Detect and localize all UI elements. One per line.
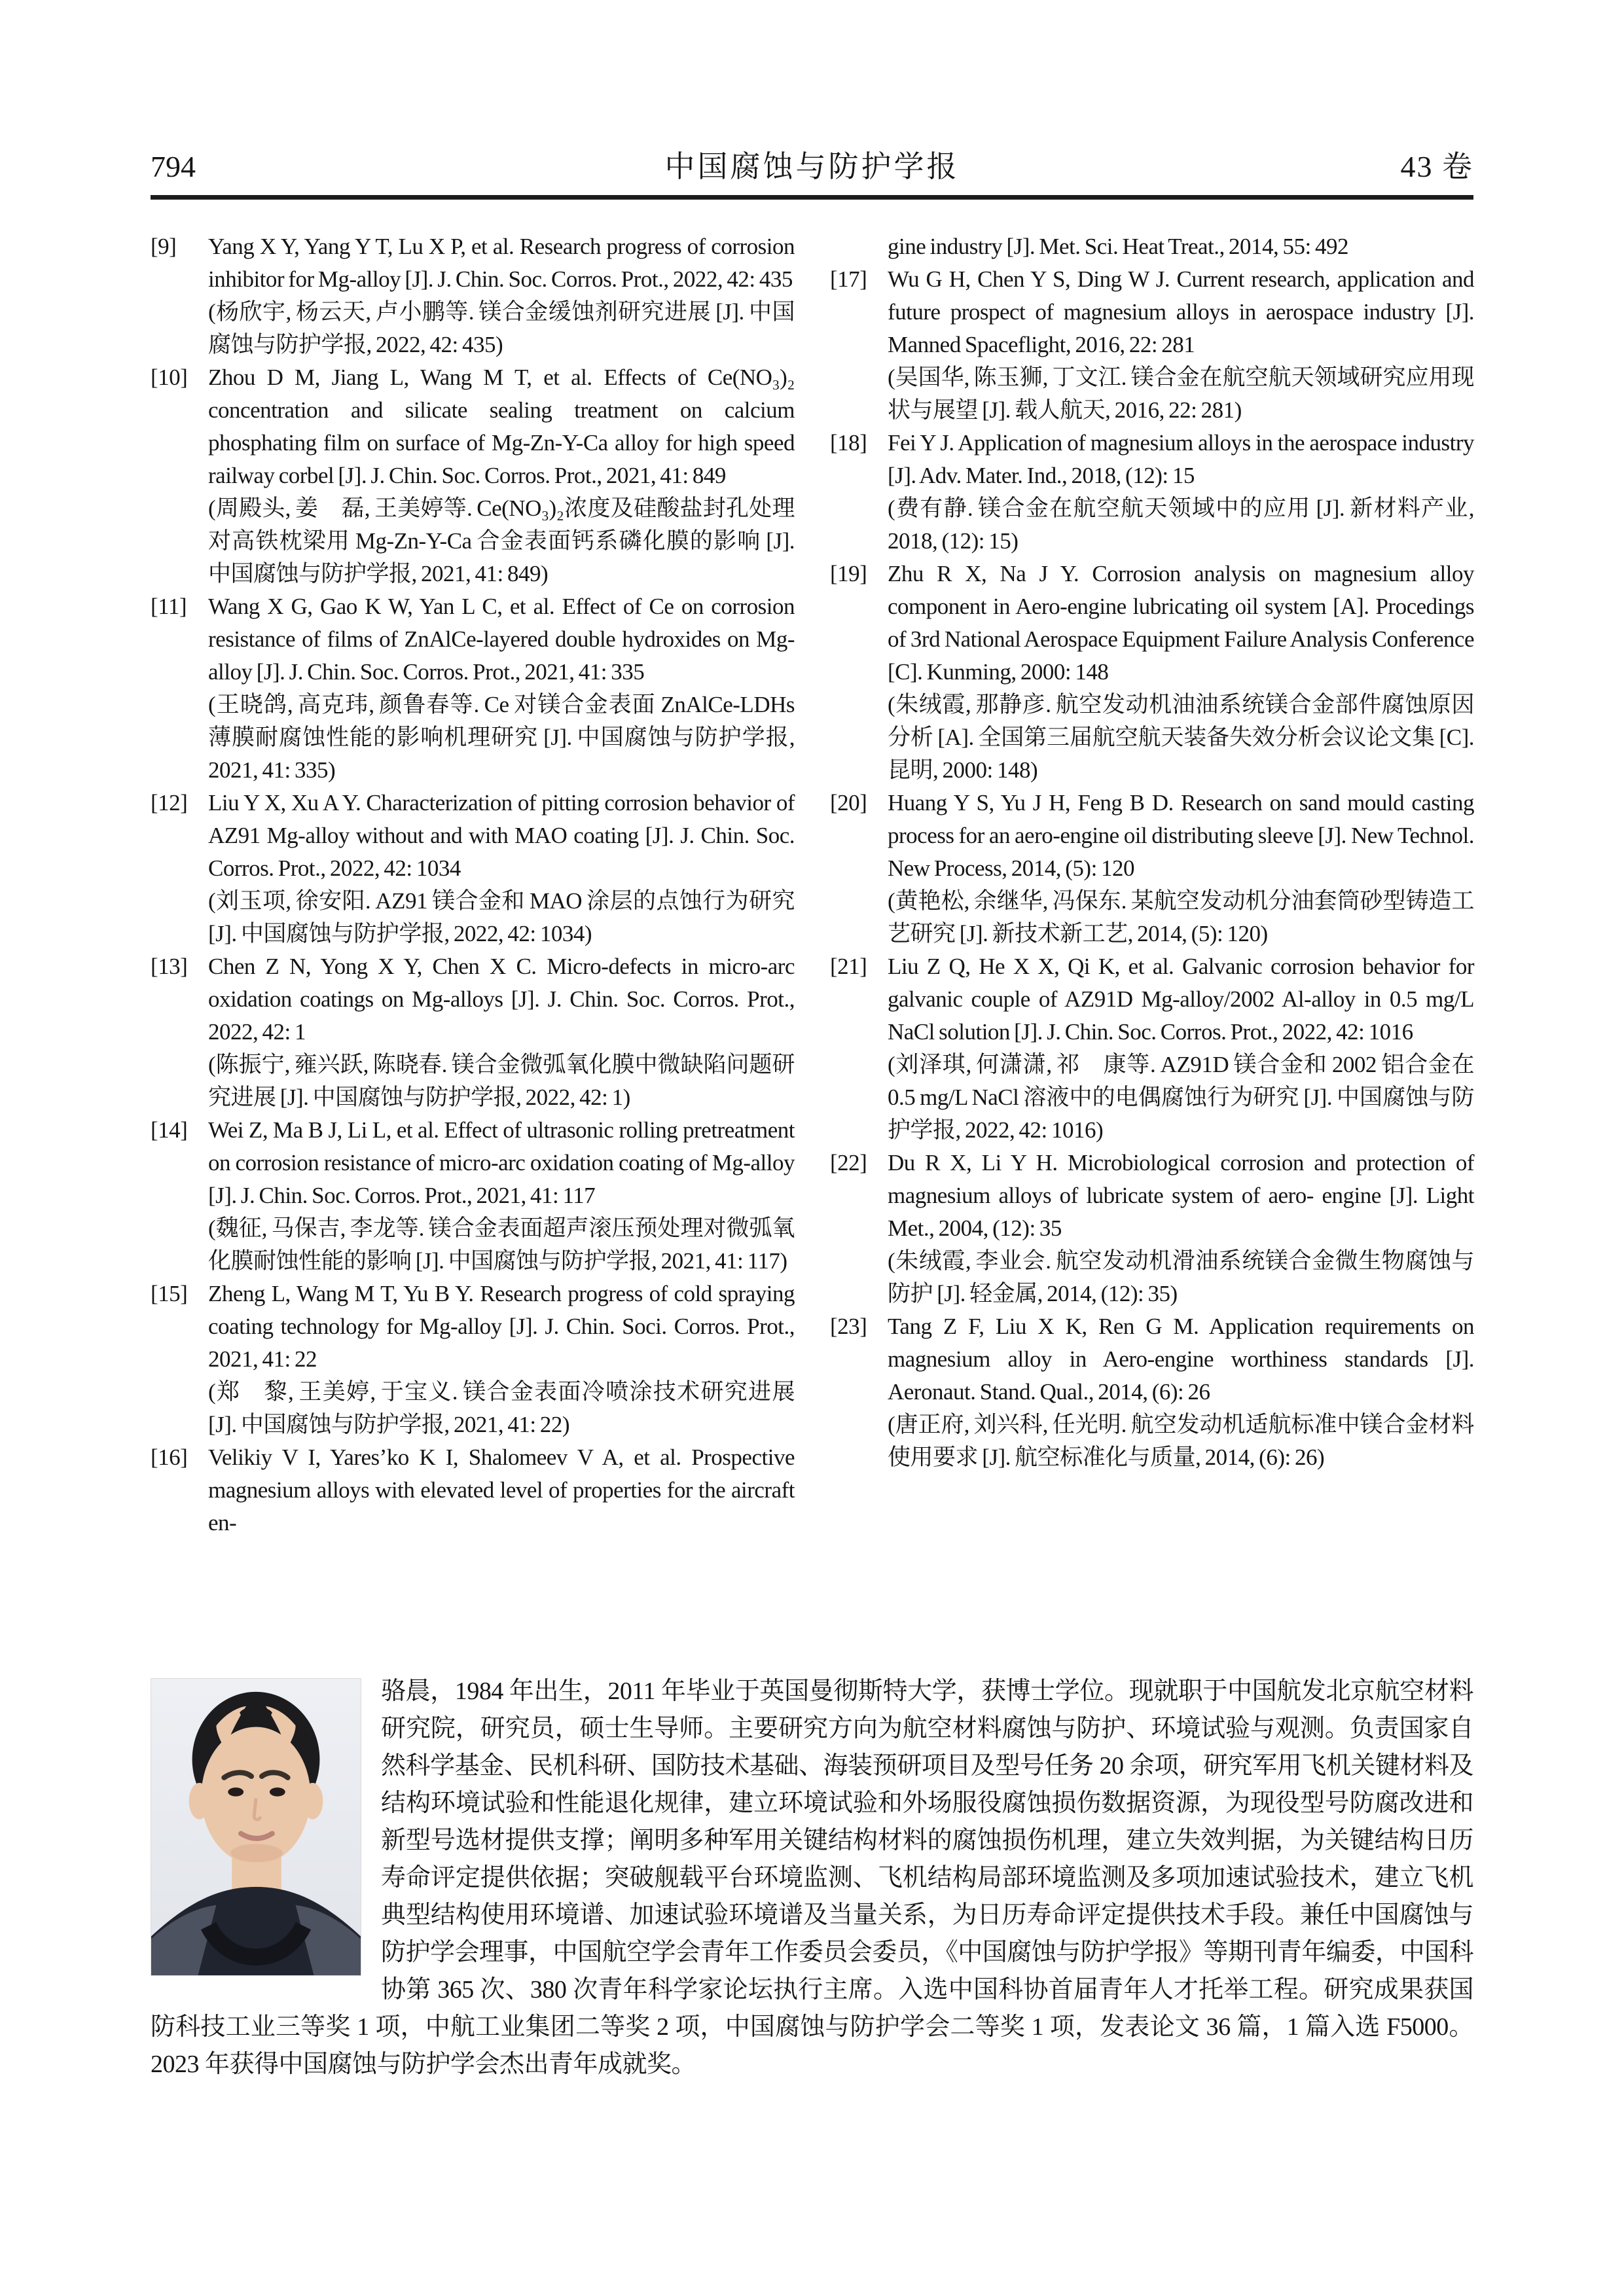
reference-item xyxy=(151,1278,795,1441)
references-column-left xyxy=(151,230,795,1539)
reference-citation-en: Velikiy V I, Yares’ko K I, Shalomeev V A, et al. Prospective magnesium alloys with elevated level of properties for the aircraft en- xyxy=(208,1444,795,1535)
reference-citation-cn: (王晓鸽, 高克玮, 颜鲁春等. Ce 对镁合金表面 ZnAlCe-LDHs 薄膜耐腐蚀性能的影响机理研究 [J]. 中国腐蚀与防护学报, 2021, 41: 335) xyxy=(208,692,795,783)
reference-citation-cn: (周殿头, 姜 磊, 王美婷等. Ce(NO₃)₂浓度及硅酸盐封孔处理对高铁枕梁用 Mg-Zn-Y-Ca 合金表面钙系磷化膜的影响 [J]. 中国腐蚀与防护学报, 2021, 41: 849) xyxy=(208,495,795,586)
reference-citation-cn: (陈振宁, 雍兴跃, 陈晓春. 镁合金微弧氧化膜中微缺陷问题研究进展 [J]. 中国腐蚀与防护学报, 2022, 42: 1) xyxy=(208,1052,795,1110)
references-column-right xyxy=(830,230,1474,1474)
reference-number: [15] xyxy=(151,1281,188,1306)
author-photo xyxy=(151,1678,361,1976)
reference-citation-en: gine industry [J]. Met. Sci. Heat Treat., 2014, 55: 492 xyxy=(888,234,1349,259)
reference-citation-cn: (刘玉项, 徐安阳. AZ91 镁合金和 MAO 涂层的点蚀行为研究 [J]. 中国腐蚀与防护学报, 2022, 42: 1034) xyxy=(208,888,795,946)
reference-item xyxy=(151,590,795,787)
reference-citation-cn: (魏征, 马保吉, 李龙等. 镁合金表面超声滚压预处理对微弧氧化膜耐蚀性能的影响 [J]. 中国腐蚀与防护学报, 2021, 41: 117) xyxy=(208,1215,795,1274)
reference-citation-en: Zheng L, Wang M T, Yu B Y. Research progress of cold spraying coating technology for Mg-alloy [J]. J. Chin. Soci. Corros. Prot., 2021, 41: 22 xyxy=(208,1281,795,1372)
reference-citation-cn: (吴国华, 陈玉狮, 丁文江. 镁合金在航空航天领域研究应用现状与展望 [J]. 载人航天, 2016, 22: 281) xyxy=(888,365,1474,423)
page-number: 794 xyxy=(151,150,196,183)
chin-shadow xyxy=(230,1844,283,1862)
reference-number: [12] xyxy=(151,790,188,816)
reference-item xyxy=(830,230,1474,263)
reference-citation-en: Yang X Y, Yang Y T, Lu X P, et al. Research progress of corrosion inhibitor for Mg-alloy [J]. J. Chin. Soc. Corros. Prot., 2022, 42: 435 xyxy=(208,234,795,292)
reference-number: [14] xyxy=(151,1117,188,1143)
right-eye xyxy=(270,1787,285,1797)
reference-citation-cn: (费有静. 镁合金在航空航天领域中的应用 [J]. 新材料产业, 2018, (12): 15) xyxy=(888,495,1474,554)
reference-citation-cn: (唐正府, 刘兴科, 任光明. 航空发动机适航标准中镁合金材料使用要求 [J]. 航空标准化与质量, 2014, (6): 26) xyxy=(888,1412,1474,1470)
reference-number: [17] xyxy=(830,266,867,292)
reference-number: [20] xyxy=(830,790,867,816)
reference-item xyxy=(830,787,1474,950)
reference-citation-en: Wu G H, Chen Y S, Ding W J. Current research, application and future prospect of magnesium alloys in aerospace industry [J]. Manned Spaceflight, 2016, 22: 281 xyxy=(888,266,1474,357)
reference-item xyxy=(151,1114,795,1278)
reference-citation-cn: (黄艳松, 余继华, 冯保东. 某航空发动机分油套筒砂型铸造工艺研究 [J]. 新技术新工艺, 2014, (5): 120) xyxy=(888,888,1474,946)
page-header xyxy=(151,143,1473,186)
reference-citation-cn: (刘泽琪, 何潇潇, 祁 康等. AZ91D 镁合金和 2002 铝合金在 0.5 mg/L NaCl 溶液中的电偶腐蚀行为研究 [J]. 中国腐蚀与防护学报, 2022, 42: 1016) xyxy=(888,1052,1474,1143)
reference-item xyxy=(151,787,795,950)
reference-citation-en: Zhu R X, Na J Y. Corrosion analysis on magnesium alloy component in Aero-engine lubricating oil system [A]. Procedings of 3rd National Aerospace Equipment Failure Analysis Conference [C]. Kunming, 2000: 148 xyxy=(888,561,1474,685)
journal-title: 中国腐蚀与防护学报 xyxy=(664,150,960,183)
reference-number: [22] xyxy=(830,1150,867,1175)
reference-citation-en: Fei Y J. Application of magnesium alloys in the aerospace industry [J]. Adv. Mater. Ind., 2018, (12): 15 xyxy=(888,430,1474,488)
reference-number: [9] xyxy=(151,234,177,259)
reference-item xyxy=(830,950,1474,1147)
left-eye xyxy=(228,1787,244,1797)
reference-number: [18] xyxy=(830,430,867,456)
reference-citation-cn: (朱绒霞, 那静彦. 航空发动机油油系统镁合金部件腐蚀原因分析 [A]. 全国第三届航空航天装备失效分析会议论文集 [C]. 昆明, 2000: 148) xyxy=(888,692,1474,783)
reference-item xyxy=(830,427,1474,558)
author-bio-text: 骆晨，1984 年出生，2011 年毕业于英国曼彻斯特大学，获博士学位。现就职于中国航发北京航空材料研究院，研究员，硕士生导师。主要研究方向为航空材料腐蚀与防护、环境试验与观测。负责国家自然科学基金、民机科研、国防技术基础、海装预研项目及型号任务 20 余项，研究军用飞机关键材料及结构环境试验和性能退化规律，建立环境试验和外场服役腐蚀损伤数据资源，为现役型号防腐改进和新型号选材提供支撑；阐明多种军用关键结构材料的腐蚀损伤机理，建立失效判据，为关键结构日历寿命评定提供依据；突破舰载平台环境监测、飞机结构局部环境监测及多项加速试验技术，建立飞机典型结构使用环境谱、加速试验环境谱及当量关系，为日历寿命评定提供技术手段。兼任中国腐蚀与防护学会理事，中国航空学会青年工作委员会委员，《中国腐蚀与防护学报》等期刊青年编委，中国科协第 365 次、380 次青年科学家论坛执行主席。入选中国科协首届青年人才托举工程。研究成果获国防科技工业三等奖 1 项，中航工业集团二等奖 2 项，中国腐蚀与防护学会二等奖 1 项，发表论文 36 篇，1 篇入选 F5000。2023 年获得中国腐蚀与防护学会杰出青年成就奖。 xyxy=(151,1677,1473,2078)
reference-number: [16] xyxy=(151,1444,188,1470)
volume-label: 43 卷 xyxy=(1400,150,1473,183)
reference-citation-en: Zhou D M, Jiang L, Wang M T, et al. Effects of Ce(NO₃)₂ concentration and silicate sealing treatment on calcium phosphating film on surface of Mg-Zn-Y-Ca alloy for high speed railway corbel [J]. J. Chin. Soc. Corros. Prot., 2021, 41: 849 xyxy=(208,365,795,488)
reference-citation-en: Du R X, Li Y H. Microbiological corrosion and protection of magnesium alloys of lubricate system of aero- engine [J]. Light Met., 2004, (12): 35 xyxy=(888,1150,1474,1241)
reference-citation-en: Liu Z Q, He X X, Qi K, et al. Galvanic corrosion behavior for galvanic couple of AZ91D Mg-alloy/2002 Al-alloy in 0.5 mg/L NaCl solution [J]. J. Chin. Soc. Corros. Prot., 2022, 42: 1016 xyxy=(888,954,1474,1045)
header-rule xyxy=(151,195,1473,200)
reference-item xyxy=(830,1310,1474,1474)
reference-item xyxy=(830,263,1474,427)
reference-number: [19] xyxy=(830,561,867,586)
reference-item xyxy=(830,558,1474,787)
reference-item xyxy=(151,230,795,361)
reference-number: [11] xyxy=(151,594,187,619)
reference-citation-cn: (朱绒霞, 李业会. 航空发动机滑油系统镁合金微生物腐蚀与防护 [J]. 轻金属, 2014, (12): 35) xyxy=(888,1248,1474,1306)
reference-citation-en: Tang Z F, Liu X K, Ren G M. Application requirements on magnesium alloy in Aero-engine worthiness standards [J]. Aeronaut. Stand. Qual., 2014, (6): 26 xyxy=(888,1314,1474,1405)
reference-number: [10] xyxy=(151,365,188,390)
reference-item xyxy=(151,1441,795,1539)
reference-citation-cn: (郑 黎, 王美婷, 于宝义. 镁合金表面冷喷涂技术研究进展 [J]. 中国腐蚀与防护学报, 2021, 41: 22) xyxy=(208,1379,795,1437)
reference-citation-en: Wei Z, Ma B J, Li L, et al. Effect of ultrasonic rolling pretreatment on corrosion resistance of micro-arc oxidation coating of Mg-alloy [J]. J. Chin. Soc. Corros. Prot., 2021, 41: 117 xyxy=(208,1117,795,1208)
reference-citation-en: Wang X G, Gao K W, Yan L C, et al. Effect of Ce on corrosion resistance of films of ZnAlCe-layered double hydroxides on Mg-alloy [J]. J. Chin. Soc. Corros. Prot., 2021, 41: 335 xyxy=(208,594,795,685)
reference-item xyxy=(151,361,795,590)
author-bio-section xyxy=(151,1673,1473,2083)
reference-item xyxy=(151,950,795,1114)
author-photo-illustration xyxy=(151,1679,361,1975)
reference-item xyxy=(830,1147,1474,1310)
reference-number: [23] xyxy=(830,1314,867,1339)
reference-citation-en: Chen Z N, Yong X Y, Chen X C. Micro-defects in micro-arc oxidation coatings on Mg-alloys [J]. J. Chin. Soc. Corros. Prot., 2022, 42: 1 xyxy=(208,954,795,1045)
reference-number: [13] xyxy=(151,954,188,979)
reference-citation-cn: (杨欣宇, 杨云天, 卢小鹏等. 镁合金缓蚀剂研究进展 [J]. 中国腐蚀与防护学报, 2022, 42: 435) xyxy=(208,299,795,357)
reference-citation-en: Huang Y S, Yu J H, Feng B D. Research on sand mould casting process for an aero-engine oil distributing sleeve [J]. New Technol. New Process, 2014, (5): 120 xyxy=(888,790,1474,881)
reference-number: [21] xyxy=(830,954,867,979)
reference-citation-en: Liu Y X, Xu A Y. Characterization of pitting corrosion behavior of AZ91 Mg-alloy without and with MAO coating [J]. J. Chin. Soc. Corros. Prot., 2022, 42: 1034 xyxy=(208,790,795,881)
